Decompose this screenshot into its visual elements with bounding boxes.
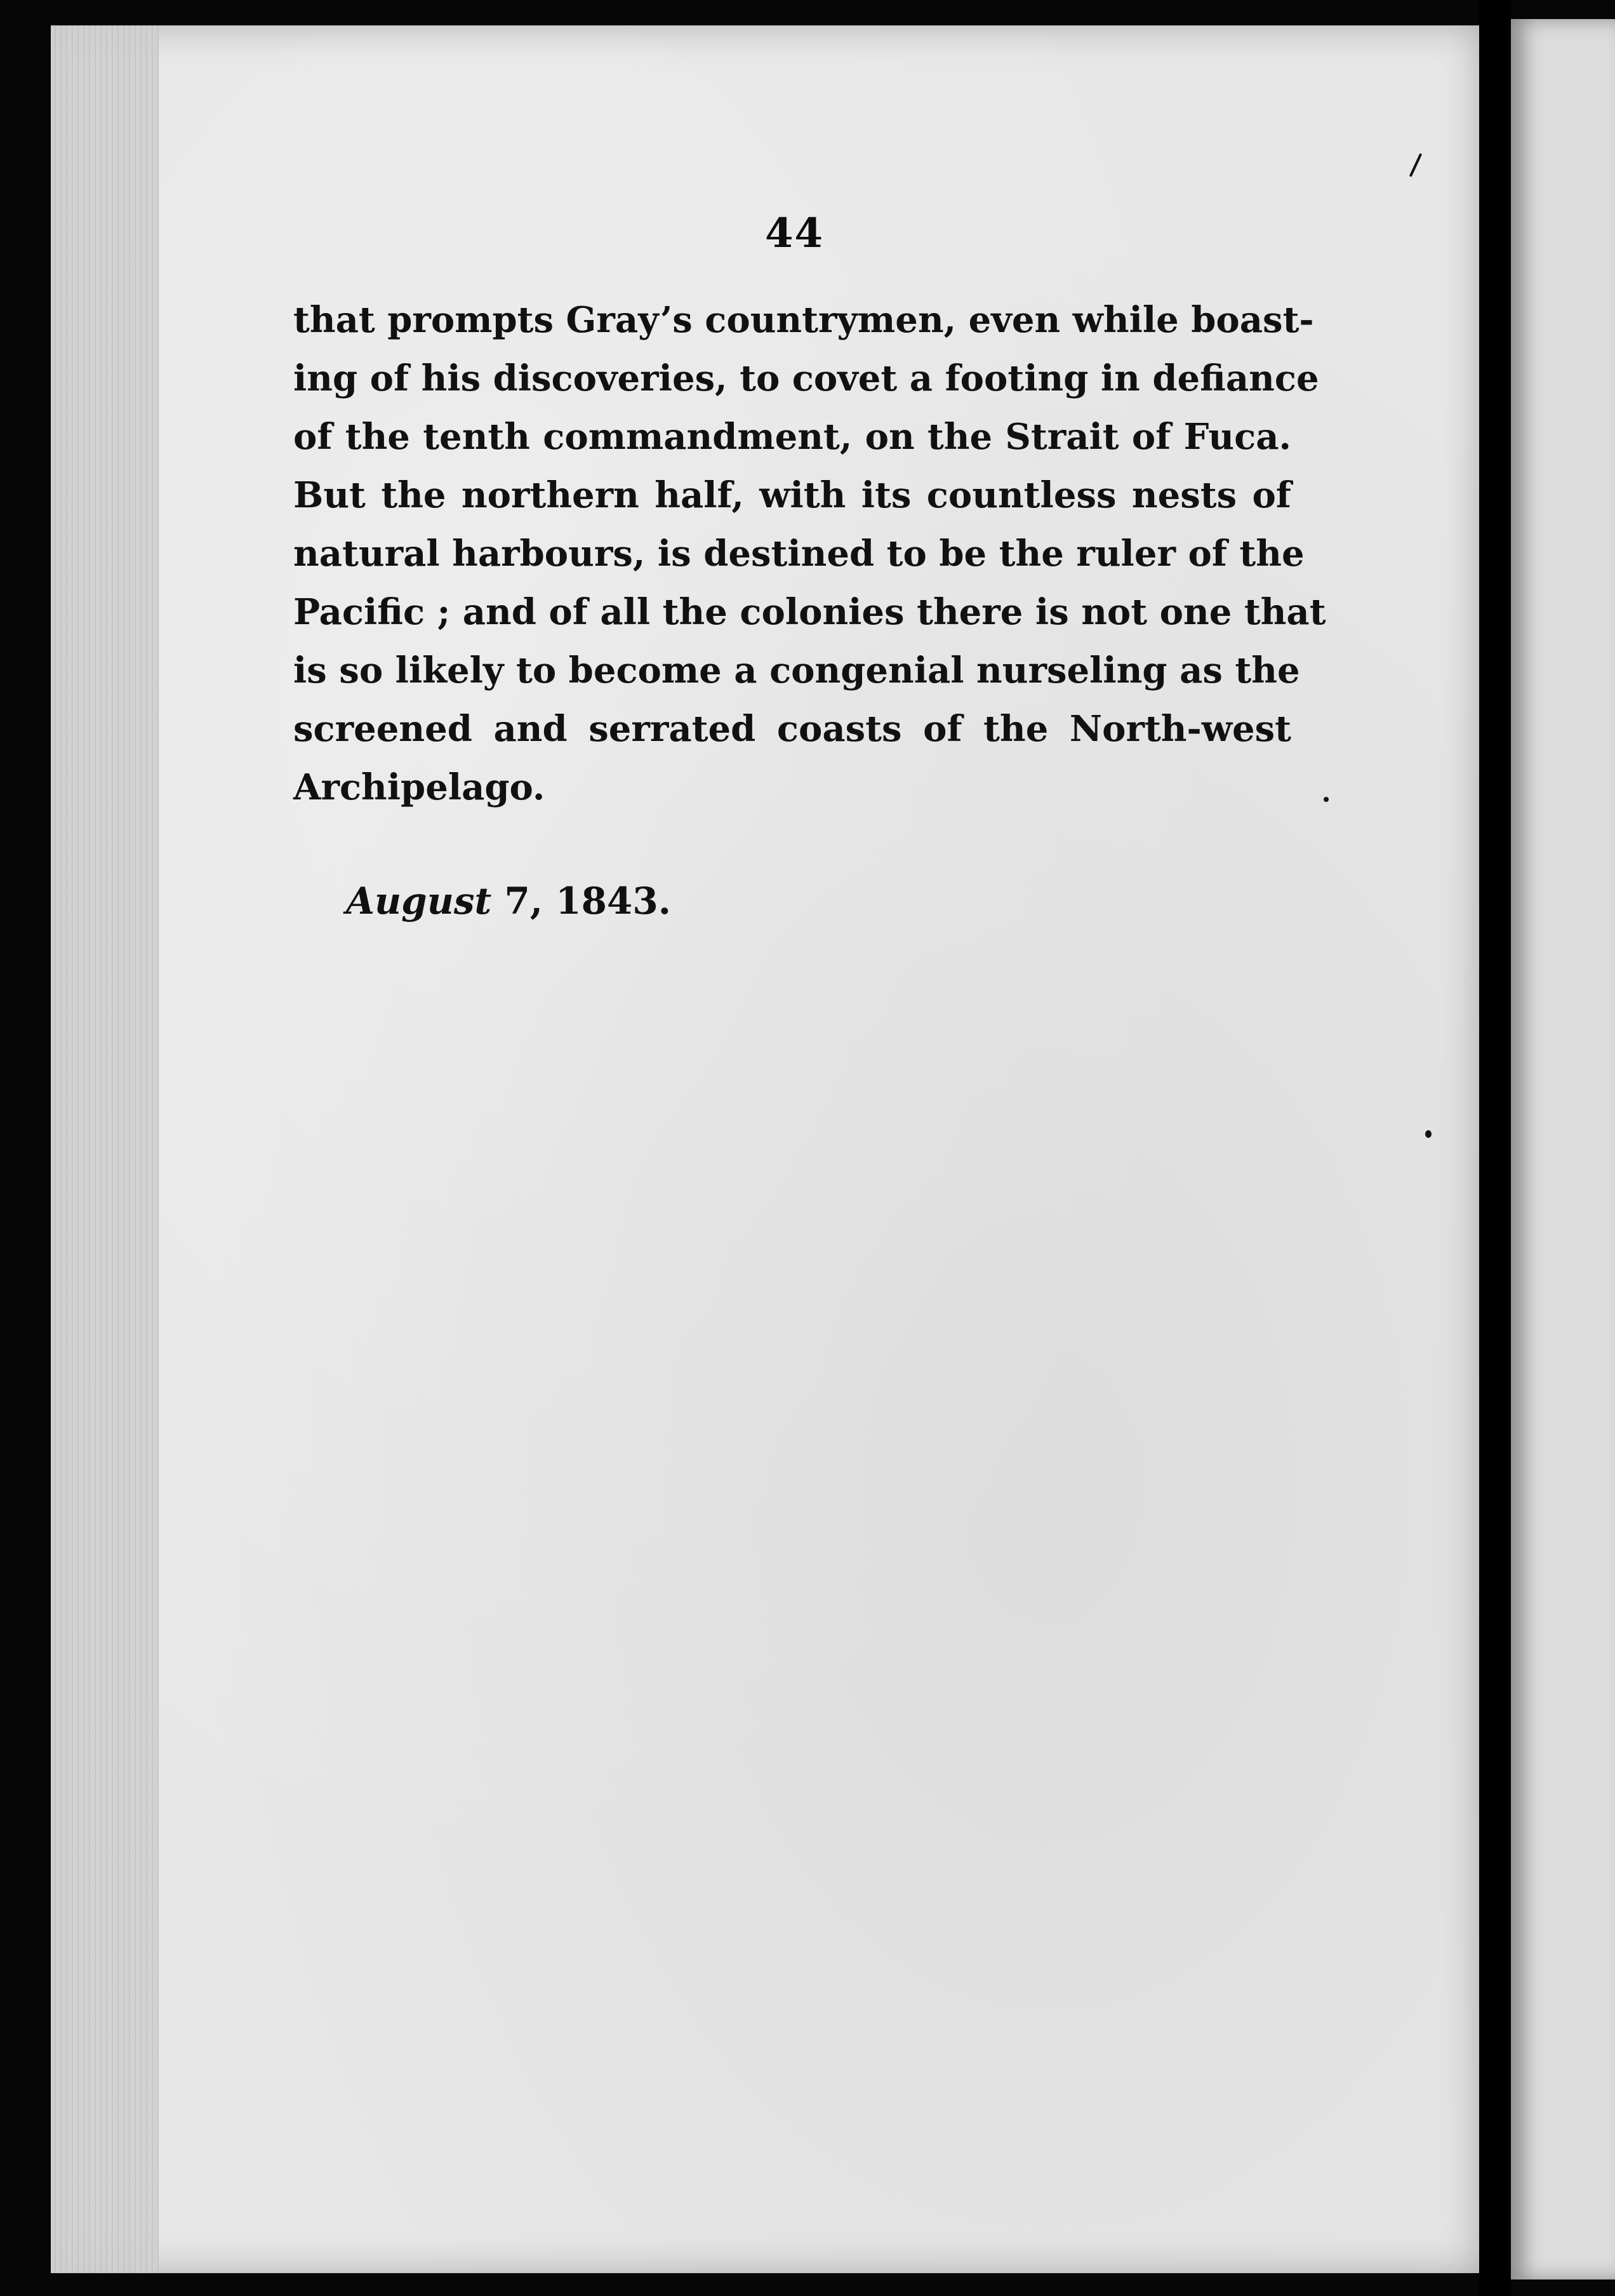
text-line-9: Archipelago. [293, 766, 545, 808]
text-line-2: ing of his discoveries, to covet a footing in defiance [293, 357, 1319, 399]
dateline-month: August [346, 879, 492, 923]
body-text [293, 291, 1326, 817]
dateline-day-year: 7, 1843. [491, 879, 671, 923]
scan-speck [1324, 797, 1329, 802]
dateline [346, 879, 671, 923]
text-line-1: that prompts Gray’s countrymen, even while boast- [293, 299, 1314, 341]
page-number: 44 [765, 210, 825, 257]
scan-speck [1425, 1130, 1432, 1138]
binding-gutter [1479, 0, 1511, 2296]
text-line-3: of the tenth commandment, on the Strait of Fuca. [293, 416, 1291, 458]
text-line-5: natural harbours, is destined to be the ruler of the [293, 533, 1305, 575]
adjacent-page-edge [1511, 19, 1615, 2279]
text-line-8: screened and serrated coasts of the North-west [293, 708, 1291, 750]
book-page-edges [51, 25, 159, 2273]
text-line-4: But the northern half, with its countless nests of [293, 474, 1291, 516]
text-line-7: is so likely to become a congenial nurseling as the [293, 650, 1300, 691]
text-line-6: Pacific ; and of all the colonies there is not one that [293, 591, 1326, 633]
